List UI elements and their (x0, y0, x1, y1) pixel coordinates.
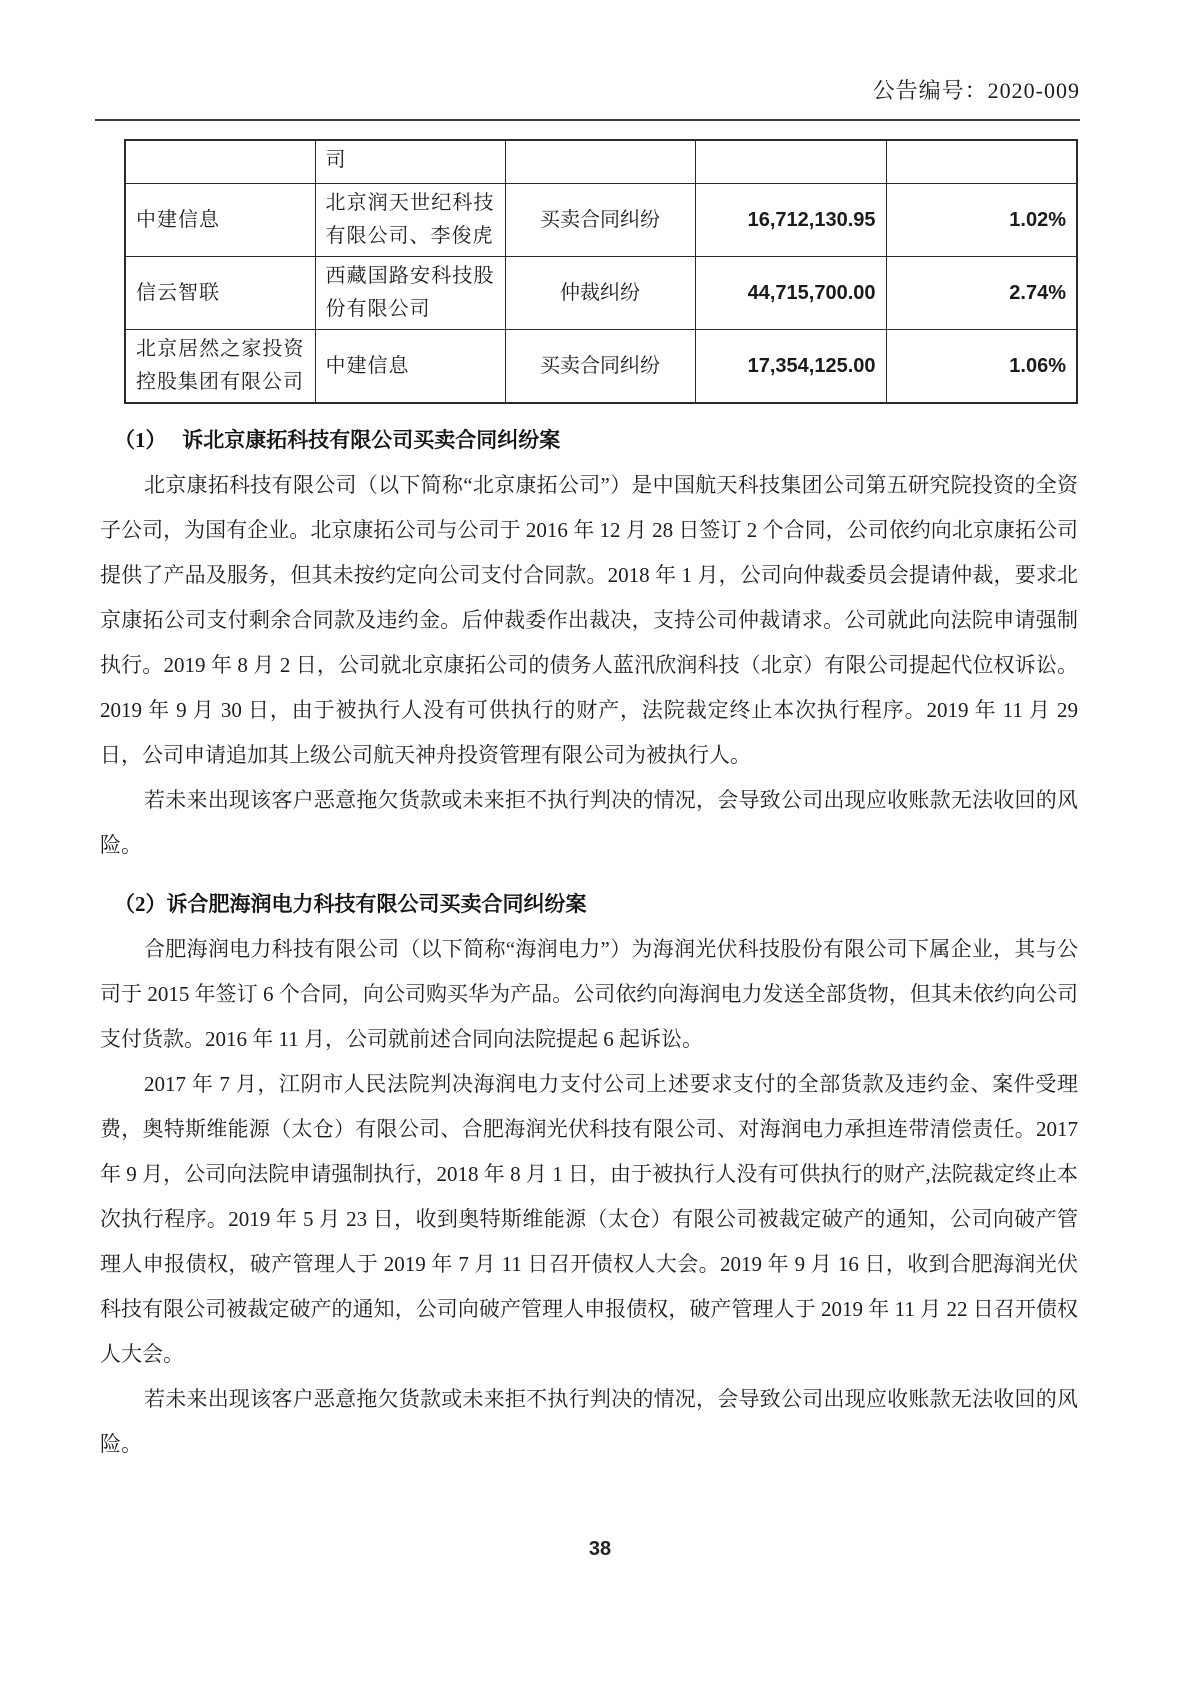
table-row (125, 330, 1077, 404)
table-cell-dispute-type: 买卖合同纠纷 (505, 330, 695, 404)
litigation-table (124, 139, 1078, 404)
page-content (100, 139, 1078, 1467)
table-cell-amount (695, 140, 886, 184)
table-cell-opponent: 北京润天世纪科技有限公司、李俊虎 (315, 184, 505, 257)
section-1-risk-paragraph: 若未来出现该客户恶意拖欠货款或未来拒不执行判决的情况，会导致公司出现应收账款无法收回的风险。 (100, 788, 1078, 857)
table-cell-party: 中建信息 (125, 184, 315, 257)
table-row (125, 140, 1077, 184)
table-row (125, 184, 1077, 257)
section-2-risk-paragraph: 若未来出现该客户恶意拖欠货款或未来拒不执行判决的情况，会导致公司出现应收账款无法收回的风险。 (100, 1387, 1078, 1456)
table-cell-amount: 16,712,130.95 (695, 184, 886, 257)
table-cell-percent: 2.74% (886, 257, 1077, 330)
page-header (95, 0, 1080, 121)
table-cell-party: 信云智联 (125, 257, 315, 330)
table-row (125, 257, 1077, 330)
table-cell-opponent: 西藏国路安科技股份有限公司 (315, 257, 505, 330)
table-cell-opponent: 司 (315, 140, 505, 184)
table-cell-dispute-type: 仲裁纠纷 (505, 257, 695, 330)
section-1-heading: （1） 诉北京康拓科技有限公司买卖合同纠纷案 (114, 428, 561, 452)
table-cell-dispute-type (505, 140, 695, 184)
table-cell-dispute-type: 买卖合同纠纷 (505, 184, 695, 257)
doc-number: 公告编号：2020-009 (872, 78, 1080, 103)
table-cell-percent (886, 140, 1077, 184)
page-number: 38 (588, 1538, 612, 1560)
section-2-paragraph-1: 合肥海润电力科技有限公司（以下简称“海润电力”）为海润光伏科技股份有限公司下属企业，其与公司于 2015 年签订 6 个合同，向公司购买华为产品。公司依约向海润电力发送全部货物，但其未依约向公司支付货款。2016 年 11 月，公司就前述合同向法院提起 6 起诉讼。 (100, 937, 1078, 1051)
page-footer (0, 1538, 1200, 1561)
section-2-paragraph-2: 2017 年 7 月，江阴市人民法院判决海润电力支付公司上述要求支付的全部货款及违约金、案件受理费，奥特斯维能源（太仓）有限公司、合肥海润光伏科技有限公司、对海润电力承担连带清偿责任。2017 年 9 月，公司向法院申请强制执行，2018 年 8 月 1 日，由于被执行人没有可供执行的财产,法院裁定终止本次执行程序。2019 年 5 月 23 日，收到奥特斯维能源（太仓）有限公司被裁定破产的通知，公司向破产管理人申报债权，破产管理人于 2019 年 7 月 11 日召开债权人大会。2019 年 9 月 16 日，收到合肥海润光伏科技有限公司被裁定破产的通知，公司向破产管理人申报债权，破产管理人于 2019 年 11 月 22 日召开债权人大会。 (100, 1072, 1078, 1366)
table-cell-percent: 1.06% (886, 330, 1077, 404)
section-1-paragraph: 北京康拓科技有限公司（以下简称“北京康拓公司”）是中国航天科技集团公司第五研究院投资的全资子公司，为国有企业。北京康拓公司与公司于 2016 年 12 月 28 日签订 2 个合同，公司依约向北京康拓公司提供了产品及服务，但其未按约定向公司支付合同款。2018 年 1 月，公司向仲裁委员会提请仲裁，要求北京康拓公司支付剩余合同款及违约金。后仲裁委作出裁决，支持公司仲裁请求。公司就此向法院申请强制执行。2019 年 8 月 2 日，公司就北京康拓公司的债务人蓝汛欣润科技（北京）有限公司提起代位权诉讼。2019 年 9 月 30 日，由于被执行人没有可供执行的财产，法院裁定终止本次执行程序。2019 年 11 月 29 日，公司申请追加其上级公司航天神舟投资管理有限公司为被执行人。 (100, 473, 1078, 767)
table-cell-percent: 1.02% (886, 184, 1077, 257)
section-2-heading: （2）诉合肥海润电力科技有限公司买卖合同纠纷案 (114, 892, 587, 916)
table-cell-opponent: 中建信息 (315, 330, 505, 404)
table-cell-amount: 44,715,700.00 (695, 257, 886, 330)
table-cell-party: 北京居然之家投资控股集团有限公司 (125, 330, 315, 404)
table-cell-amount: 17,354,125.00 (695, 330, 886, 404)
table-cell-party (125, 140, 315, 184)
